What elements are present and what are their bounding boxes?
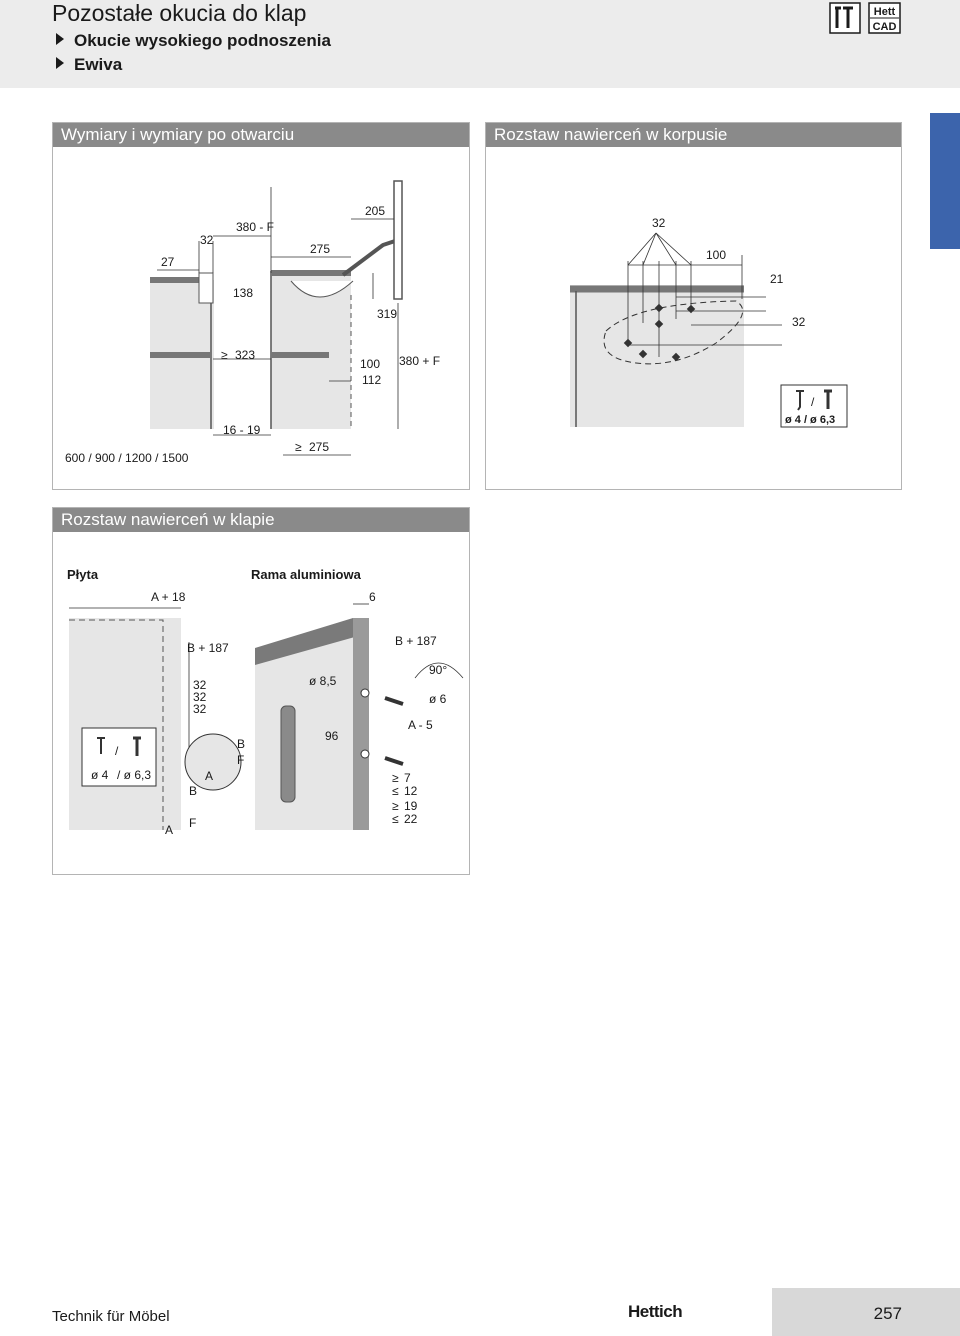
breadcrumb-item-1 — [56, 31, 331, 51]
dim-275b-prefix: ≥ — [295, 440, 302, 454]
flap-drilling-diagram — [53, 508, 469, 874]
footer-box — [772, 1288, 960, 1336]
subtitle-text: Ewiva — [74, 55, 123, 74]
dim-205: 205 — [365, 204, 386, 218]
dim-c7: 7 — [404, 771, 411, 785]
dim-100: 100 — [706, 248, 727, 262]
dim-c22: 22 — [404, 812, 418, 826]
detail-f2: F — [189, 816, 197, 830]
dim-100: 100 — [360, 357, 381, 371]
dim-b-plus-187b: B + 187 — [395, 634, 437, 648]
page-number: 257 — [873, 1304, 902, 1323]
subtitle-text: Okucie wysokiego podnoszenia — [74, 31, 331, 50]
panel-dimensions — [52, 122, 470, 490]
c22-prefix: ≤ — [392, 812, 399, 826]
screw-d63: / ø 6,3 — [117, 768, 152, 782]
dim-6: 6 — [369, 590, 376, 604]
dim-c12: 12 — [404, 784, 418, 798]
dim-d8-5: ø 8,5 — [309, 674, 337, 688]
detail-b2: B — [189, 784, 198, 798]
screw-slash: / — [811, 395, 815, 409]
dim-16-19: 16 - 19 — [223, 423, 261, 437]
plyta-label: Płyta — [67, 567, 99, 582]
rama-label: Rama aluminiowa — [251, 567, 361, 582]
dim-21: 21 — [770, 272, 784, 286]
detail-a: A — [205, 769, 214, 783]
dim-32b: 32 — [193, 690, 207, 704]
hinge-plate — [281, 706, 295, 802]
detail-a2: A — [165, 823, 174, 837]
hettich-logo: Hettich — [628, 1302, 683, 1321]
dim-32: 32 — [652, 216, 666, 230]
body-drilling-diagram — [486, 123, 901, 489]
screw-size: ø 4 / ø 6,3 — [785, 414, 836, 426]
dim-a-plus-18: A + 18 — [151, 590, 186, 604]
dim-380-plus-f: 380 + F — [399, 354, 441, 368]
dim-112: 112 — [362, 373, 382, 387]
panel-dimensions-title: Wymiary i wymiary po otwarciu — [53, 123, 469, 147]
dim-32: 32 — [200, 233, 214, 247]
c7-prefix: ≥ — [392, 771, 399, 785]
dim-27: 27 — [161, 255, 175, 269]
panel-flap-drilling — [52, 507, 470, 875]
dim-319: 319 — [377, 307, 398, 321]
hett-cad-icons[interactable] — [829, 2, 901, 34]
dimensions-diagram — [53, 123, 469, 489]
dim-600-1500: 600 / 900 / 1200 / 1500 — [65, 451, 189, 465]
dim-323: 323 — [235, 348, 256, 362]
side-tab[interactable] — [930, 113, 960, 249]
c19-prefix: ≥ — [392, 799, 399, 813]
footer-text: Technik für Möbel — [52, 1308, 170, 1325]
cad-icon-bottom: CAD — [872, 21, 897, 33]
hole — [361, 750, 369, 758]
detail-f: F — [237, 753, 245, 767]
panel-flap-drilling-title: Rozstaw nawierceń w klapie — [53, 508, 469, 532]
page-header — [0, 0, 960, 88]
hole — [361, 689, 369, 697]
breadcrumb-item-2 — [56, 55, 122, 75]
screw-icon — [385, 758, 403, 764]
dim-138: 138 — [233, 286, 254, 300]
dim-c19: 19 — [404, 799, 418, 813]
screw-d4: ø 4 — [91, 768, 109, 782]
dim-90: 90° — [429, 663, 448, 677]
dim-275b: 275 — [309, 440, 330, 454]
screw-slash: / — [115, 744, 119, 758]
c12-prefix: ≤ — [392, 784, 399, 798]
detail-b: B — [237, 737, 246, 751]
panel-body-drilling — [485, 122, 902, 490]
cad-icon-top: Hett — [873, 6, 896, 18]
dim-a-minus-5: A - 5 — [408, 718, 433, 732]
dim-32b: 32 — [792, 315, 806, 329]
dim-275: 275 — [310, 242, 331, 256]
arrow-right-icon — [56, 57, 64, 69]
arrow-right-icon — [56, 33, 64, 45]
dim-32a: 32 — [193, 678, 207, 692]
dim-32c: 32 — [193, 702, 207, 716]
dim-323-prefix: ≥ — [221, 348, 228, 362]
dim-b-plus-187: B + 187 — [187, 641, 229, 655]
panel-body-drilling-title: Rozstaw nawierceń w korpusie — [486, 123, 901, 147]
dim-380-minus-f: 380 - F — [236, 220, 275, 234]
screw-icon — [385, 698, 403, 704]
dim-96: 96 — [325, 729, 339, 743]
page-title: Pozostałe okucia do klap — [52, 0, 307, 26]
dim-d6: ø 6 — [429, 692, 447, 706]
